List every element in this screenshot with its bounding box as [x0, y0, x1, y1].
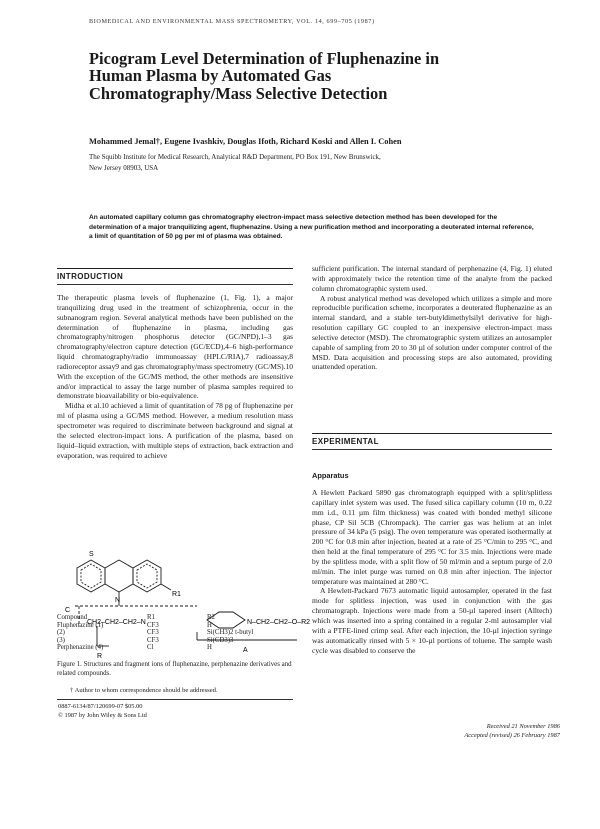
footer-rule — [57, 699, 293, 700]
table-cell: (2) — [57, 629, 65, 637]
introduction-body — [57, 293, 293, 460]
table-cell: CF3 — [147, 636, 159, 644]
fragment-c-label: C — [65, 607, 71, 614]
sulfur-label: S — [89, 551, 94, 558]
title-line: Picogram Level Determination of Fluphenazine in — [89, 49, 440, 68]
section-rule — [312, 449, 552, 450]
right-column-intro — [312, 264, 552, 372]
affiliation-line: The Squibb Institute for Medical Research, Analytical R&D Department, PO Box 191, New Brunswick, — [89, 153, 381, 161]
table-cell: CF3 — [147, 621, 159, 629]
table-cell: CF3 — [147, 629, 159, 637]
r1-bond — [161, 584, 171, 590]
table-row — [57, 622, 293, 630]
table-cell: Fluphenazine (1) — [57, 621, 104, 629]
propyl-chain-label: CH2–CH2–CH2–N — [87, 619, 146, 626]
abstract: An automated capillary column gas chromatography electron-impact mass selective detection method has been developed for the determination of a major tranquilizing agent, fluphenazine. Using a new purification method and incorporating a deuterated internal reference, a limit of quantitation of 50 pg per ml of plasma was obtained. — [89, 214, 534, 241]
received-line: Received 21 November 1986 — [486, 723, 560, 730]
figure-caption: Figure 1. Structures and fragment ions of fluphenazine, perphenazine derivatives and related compounds. — [57, 661, 292, 678]
author-list: Mohammed Jemal†, Eugene Ivashkiv, Douglas Ifoth, Richard Koski and Allen I. Cohen — [89, 137, 402, 146]
table-cell: Perphenazine (4) — [57, 644, 104, 652]
table-cell: Si(CH3)2 t-butyl — [207, 629, 254, 637]
received-dates — [420, 723, 560, 740]
table-row — [57, 629, 293, 637]
nitrogen-label: N — [115, 597, 121, 604]
title-line: Human Plasma by Automated Gas — [89, 66, 332, 86]
correspondence-footnote: † Author to whom correspondence should be addressed. — [70, 687, 218, 694]
right-paragraph-1: sufficient purification. The internal standard of perphenazine (4, Fig. 1) eluted with approximately twice the retention time of the analyte from the packed column chromatographic system used. — [312, 264, 552, 293]
table-cell: H — [207, 621, 212, 629]
table-header-cell: R1 — [147, 614, 155, 621]
copyright-line: 0887-6134/87/120699-07 $05.00 — [58, 703, 143, 710]
experimental-paragraph-1: A Hewlett Packard 5890 gas chromatograph equipped with a split/splitless capillary inlet system was used. The fused silica capillary column (10 m, 0.22 mm i.d., 0.11 µm film thickness) was coated with bonded methyl silicone phase, CP Sil 5CB (Chrompack). The carrier gas was helium at an inlet pressure of 34 kPa (5 psig). The oven temperature was operated isothermally at 200 °C for 0.8 min after injection, heated at a rate of 25 °C/min to 295 °C, and then held at the final temperature of 295 °C for 3.5 min. Injections were made by the splitless mode, with a split flow of 50 ml/min and a septum purge of 2.0 ml/min. The inlet purge was turned on 0.8 min after injection. The injector temperature was maintained at 280 °C. — [312, 488, 552, 586]
experimental-paragraph-2: A Hewlett-Packard 7673 automatic liquid autosampler, operated in the fast mode for splitless injection, was used in conjunction with the gas chromatograph. Injections were made from a 50-µl tapered insert (Alltech) which was inserted into a spring contained in a regular 2-ml autosampler vial with a PTFE-lined crimp seal. After each injection, the 10-µl injection syringe was automatically rinsed with 5 × 10-µl portions of toluene. The sample wash cycle was disabled to conserve the — [312, 586, 552, 655]
table-row — [57, 637, 293, 645]
table-cell: Cl — [147, 644, 154, 652]
introduction-paragraph-2: Midha et al.10 achieved a limit of quantitation of 78 pg of fluphenazine per ml of plasma using a GC/MS method. However, a medium resolution mass spectrometer was required to discriminate between background and signal at the selected electron-impact ions. A purification of the plasma, based on liquid–liquid extraction, with multiple steps of extraction, back extraction and evaporation, was required to achieve — [57, 401, 293, 460]
copyright-line: © 1987 by John Wiley & Sons Ltd — [58, 711, 147, 719]
fragment-a-label: A — [243, 647, 248, 654]
right-ring-inner — [137, 564, 157, 588]
right-paragraph-2: A robust analytical method was developed which utilizes a simple and more reproducible purification scheme, incorporates a deuterated fluphenazine as an internal standard, and a stable tert-butyldimethylsilyl derivative for high-resolution capillary GC coupled to an inexpensive electron-impact mass selective detector (MSD). The chromatographic system utilizes an autosampler capable of sampling from 20 to 30 µl of solution under computer control of the MSD. Data acquisition and processing steps are also automated, providing unattended operation. — [312, 293, 552, 372]
title-line: Chromatography/Mass Selective Detection — [89, 83, 388, 103]
copyright-block — [58, 703, 278, 720]
introduction-heading: INTRODUCTION — [57, 272, 124, 281]
experimental-heading: EXPERIMENTAL — [312, 437, 379, 446]
fragment-r-label: R — [97, 653, 103, 660]
table-header-cell: R2 — [207, 614, 215, 621]
compound-table — [57, 614, 293, 652]
table-cell: Si(CD3)3 — [207, 636, 234, 644]
apparatus-subheading: Apparatus — [312, 471, 349, 480]
experimental-body — [312, 488, 552, 655]
affiliation — [89, 152, 449, 173]
affiliation-line: New Jersey 08903, USA — [89, 163, 159, 172]
table-row — [57, 644, 293, 652]
table-cell: (3) — [57, 636, 65, 644]
table-cell: H — [207, 644, 212, 652]
r1-label: R1 — [172, 591, 181, 598]
table-header-row — [57, 614, 293, 622]
section-rule — [57, 284, 293, 285]
introduction-paragraph-1: The therapeutic plasma levels of fluphenazine (1, Fig. 1), a major tranquilizing drug used in the treatment of schizophrenia, occur in the subnanogram region. Several analytical methods have been published on the determination of fluphenazine in plasma, including gas chromatography/nitrogen phosphorus detector (GC/NPD),1–3 gas chromatography/electron capture detection (GC/ECD),4–6 high-performance liquid chromatography/radio immunoassay (HPLC/RIA),7 radioassay,8 radioreceptor assay9 and gas chromatography/mass spectrometry (GC/MS).10 With the exception of the GC/MS method, the other methods are insensitive and/or impractical to assay the large number of plasma samples required to demonstrate bioavailability or bio-equivalence. — [57, 293, 293, 401]
accepted-line: Accepted (revised) 26 February 1987 — [464, 731, 560, 739]
section-rule — [312, 433, 552, 434]
central-ring — [105, 560, 133, 592]
running-head: BIOMEDICAL AND ENVIRONMENTAL MASS SPECTROMETRY, VOL. 14, 699–705 (1987) — [89, 18, 375, 25]
section-rule — [57, 268, 293, 269]
left-ring-inner — [81, 564, 101, 588]
ethoxy-chain-label: N–CH2–CH2–O–R2 — [247, 619, 311, 626]
table-header-cell: Compound — [57, 614, 88, 621]
article-title — [89, 50, 559, 102]
